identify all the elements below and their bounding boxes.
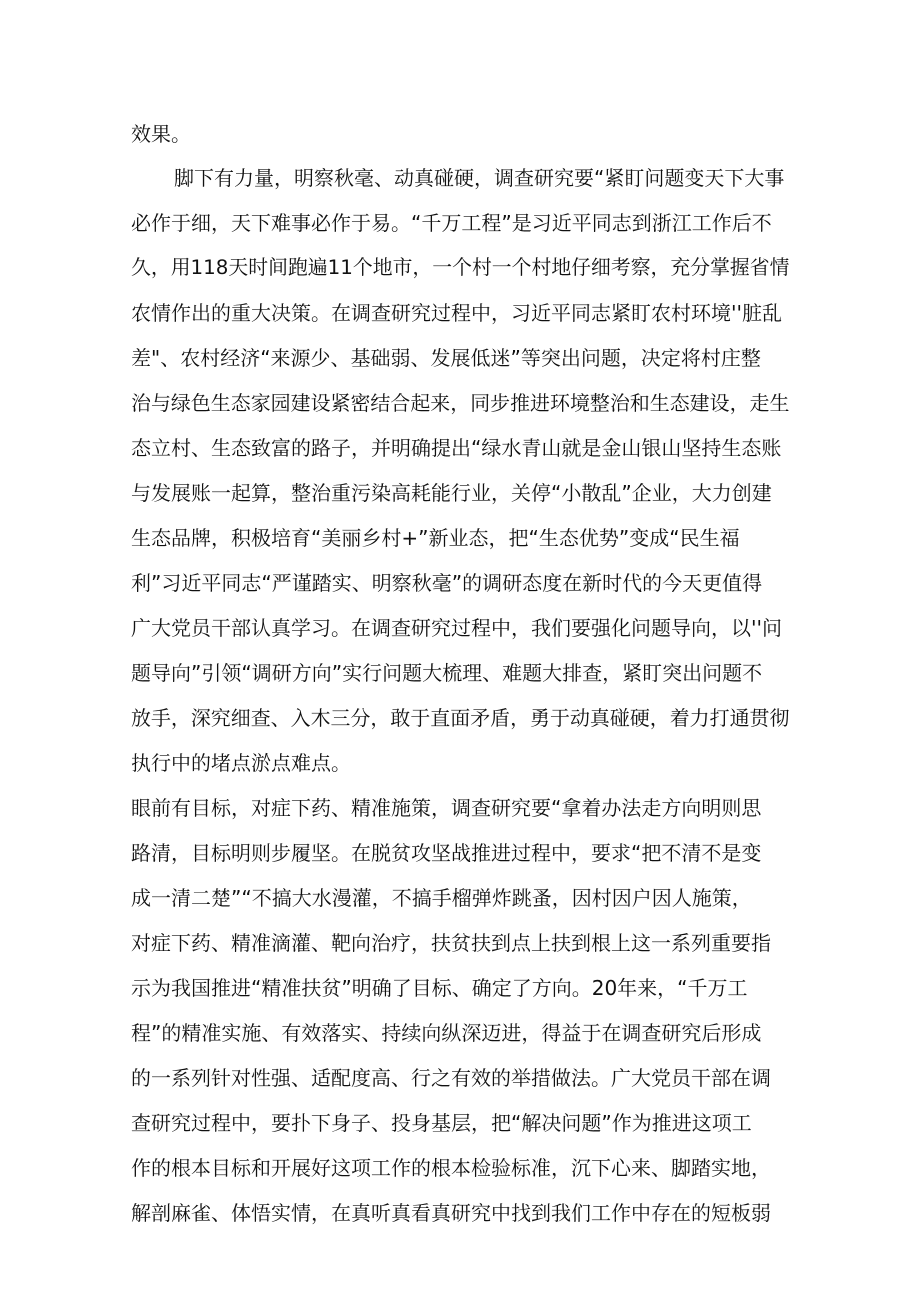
text-line: 态立村、生态致富的路子，并明确提出“绿水青山就是金山银山坚持生态账 (131, 436, 782, 460)
text-line: 路清，目标明则步履坚。在脱贫攻坚战推进过程中，要求“把不清不是变 (131, 841, 762, 865)
text-line: 生态品牌，积极培育“美丽乡村+”新业态，把“生态优势”变成“民生福 (131, 526, 740, 550)
text-line: 广大党员干部认真学习。在调查研究过程中，我们要强化问题导向，以''问 (131, 616, 782, 640)
text-line: 治与绿色生态家园建设紧密结合起来，同步推进环境整治和生态建设，走生 (131, 391, 790, 415)
text-line: 的一系列针对性强、适配度高、行之有效的举措做法。广大党员干部在调 (131, 1066, 771, 1090)
text-line: 农情作出的重大决策。在调查研究过程中，习近平同志紧盯农村环境''脏乱 (131, 301, 782, 325)
text-line: 程”的精准实施、有效落实、持续向纵深迈进，得益于在调查研究后形成 (131, 1021, 762, 1045)
text-line: 利”习近平同志“严谨踏实、明察秋毫”的调研态度在新时代的今天更值得 (131, 571, 763, 595)
text-line: 效果。 (131, 122, 191, 146)
text-line: 放手，深究细查、入木三分，敢于直面矛盾，勇于动真碰硬，着力打通贯彻 (131, 706, 790, 730)
text-line: 与发展账一起算，整治重污染高耗能行业，关停“小散乱”企业，大力创建 (131, 481, 772, 505)
text-line: 成一清二楚”“不搞大水漫灌，不搞手榴弹炸跳蚤，因村因户因人施策， (131, 886, 752, 910)
text-line: 查研究过程中，要扑下身子、投身基层，把“解决问题”作为推进这项工 (131, 1111, 752, 1135)
text-line: 对症下药、精准滴灌、靶向治疗，扶贫扶到点上扶到根上这一系列重要指 (131, 931, 771, 955)
text-line: 久，用118天时间跑遍11个地市，一个村一个村地仔细考察，充分掌握省情 (131, 256, 790, 279)
text-line: 必作于细，天下难事必作于易。“千万工程”是习近平同志到浙江工作后不 (131, 211, 772, 235)
text-line: 脚下有力量，明察秋毫、动真碰硬，调查研究要“紧盯问题变天下大事 (174, 166, 785, 190)
text-line: 示为我国推进“精准扶贫”明确了目标、确定了方向。20年来，“千万工 (131, 976, 748, 1000)
text-line: 执行中的堵点淤点难点。 (131, 751, 351, 775)
text-line: 作的根本目标和开展好这项工作的根本检验标准，沉下心来、脚踏实地， (131, 1156, 771, 1180)
text-line: 题导向”引领“调研方向”实行问题大梳理、难题大排查，紧盯突出问题不 (131, 661, 763, 685)
text-line: 眼前有目标，对症下药、精准施策，调查研究要“拿着办法走方向明则思 (131, 796, 762, 820)
text-line: 差"、农村经济“来源少、基础弱、发展低迷”等突出问题，决定将村庄整 (131, 346, 761, 370)
text-line: 解剖麻雀、体悟实情，在真听真看真研究中找到我们工作中存在的短板弱 (131, 1201, 771, 1225)
